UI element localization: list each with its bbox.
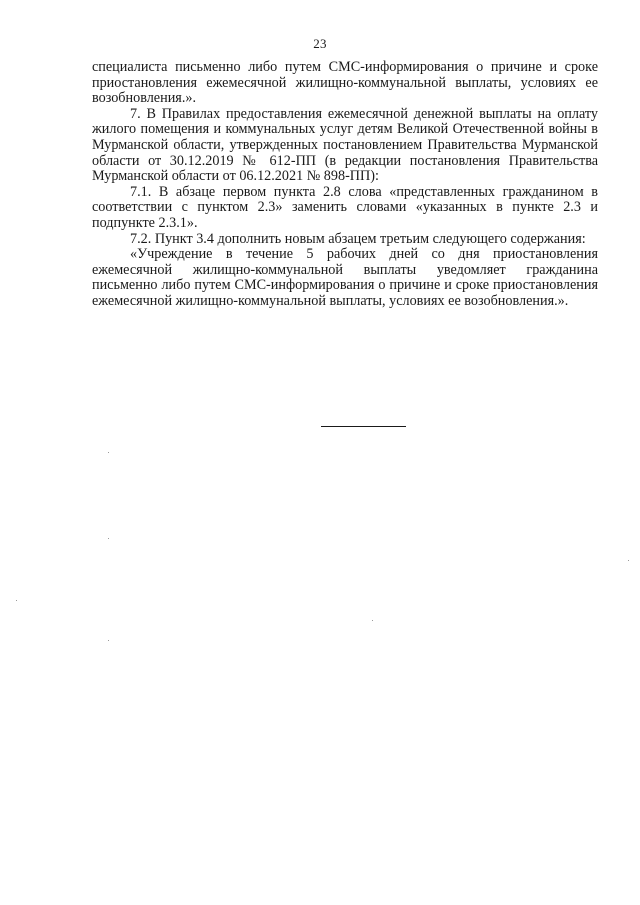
end-divider-line — [321, 426, 406, 427]
paragraph-item-7: 7. В Правилах предоставления ежемесячной денежной выплаты на оплату жилого помещения и коммунальных услуг детям Великой Отечественной войны в Мурманской области, утвержденных постановлением Правительства Мурманской области от 30.12.2019 № 612-ПП (в редакции постановления Правительства Мурманской области от 06.12.2021 № 898-ПП): — [92, 105, 598, 185]
document-body — [92, 60, 598, 310]
paragraph-item-7-1: 7.1. В абзаце первом пункта 2.8 слова «представленных гражданином в соответствии с пунктом 2.3» заменить словами «указанных в пункте 2.3 и подпункте 2.3.1». — [92, 183, 598, 231]
scan-speck — [108, 452, 109, 453]
scan-speck — [108, 640, 109, 641]
scan-speck — [108, 538, 109, 539]
page-number: 23 — [313, 36, 327, 51]
scan-speck — [372, 620, 373, 621]
paragraph-item-7-2: 7.2. Пункт 3.4 дополнить новым абзацем третьим следующего содержания: — [130, 230, 586, 247]
scan-speck — [628, 560, 629, 561]
scan-speck — [16, 600, 17, 601]
paragraph-quote: «Учреждение в течение 5 рабочих дней со дня приостановления ежемесячной жилищно-коммунальной выплаты уведомляет гражданина письменно либо путем СМС-информирования о причине и сроке приостановления ежемесячной жилищно-коммунальной выплаты, условиях ее возобновления.». — [92, 246, 598, 309]
paragraph-continuation: специалиста письменно либо путем СМС-информирования о причине и сроке приостановления ежемесячной жилищно-коммунальной выплаты, условиях ее возобновления.». — [92, 59, 598, 107]
